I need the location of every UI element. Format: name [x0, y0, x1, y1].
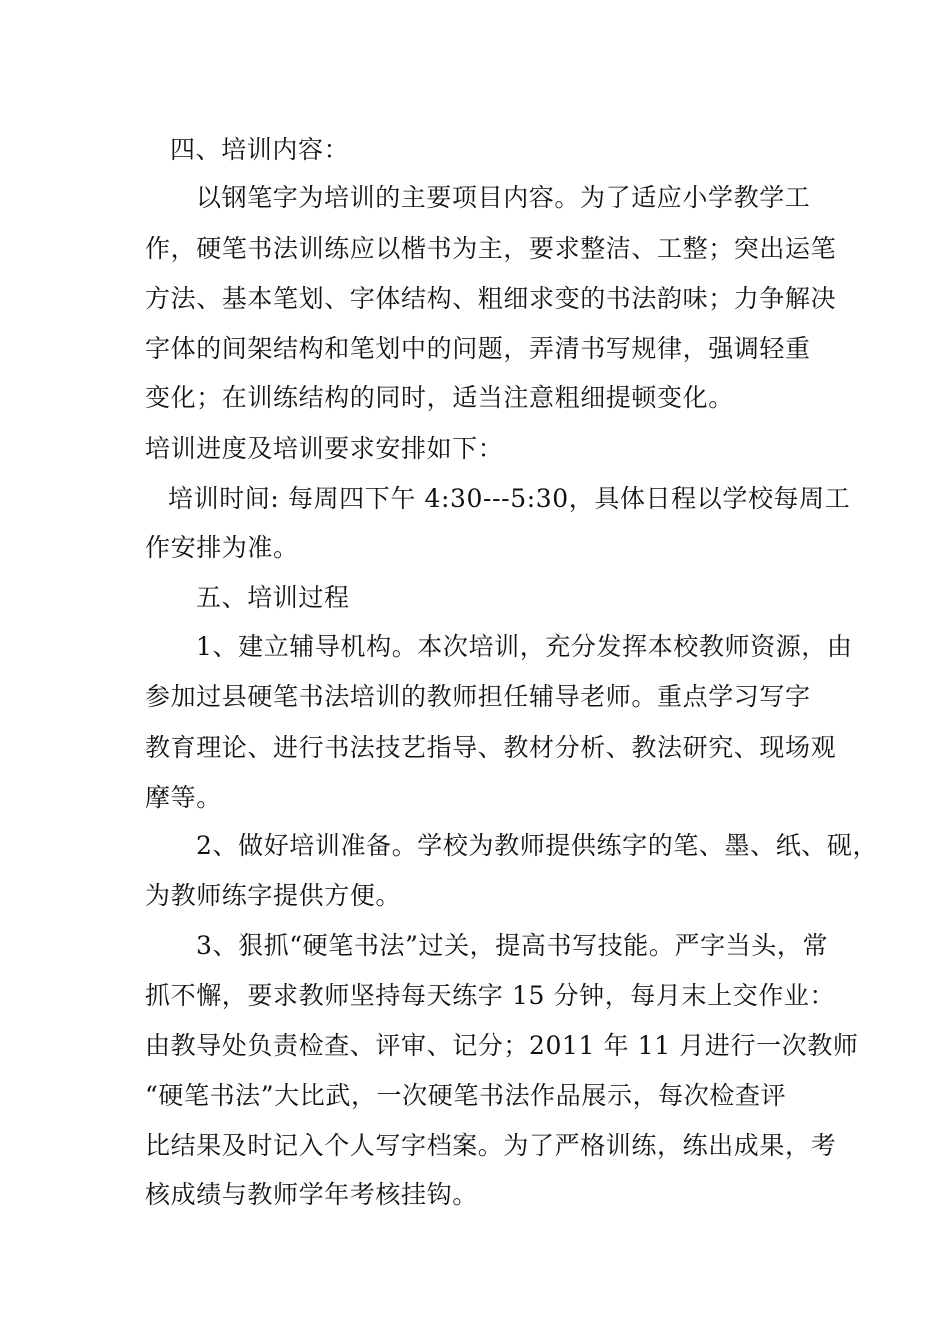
schedule-intro-line: 培训进度及培训要求安排如下： [145, 434, 504, 463]
paragraph-line: 以钢笔字为培训的主要项目内容。为了适应小学教学工 [196, 183, 811, 212]
paragraph-line: 教育理论、进行书法技艺指导、教材分析、教法研究、现场观 [145, 733, 837, 762]
paragraph-line: 核成绩与教师学年考核挂钩。 [145, 1180, 478, 1209]
training-time-line: 培训时间: 每周四下午 4:30---5:30，具体日程以学校每周工 [168, 484, 851, 513]
training-time-line: 作安排为准。 [145, 533, 299, 562]
paragraph-line: 为教师练字提供方便。 [145, 881, 402, 910]
paragraph-line: 方法、基本笔划、字体结构、粗细求变的书法韵味；力争解决 [145, 284, 837, 313]
paragraph-line: 1、建立辅导机构。本次培训，充分发挥本校教师资源，由 [196, 632, 853, 661]
paragraph-line: 抓不懈，要求教师坚持每天练字 15 分钟，每月末上交作业： [145, 981, 836, 1010]
paragraph-line: 变化；在训练结构的同时，适当注意粗细提顿变化。 [145, 383, 734, 412]
paragraph-line: 字体的间架结构和笔划中的问题，弄清书写规律，强调轻重 [145, 334, 811, 363]
paragraph-line: 比结果及时记入个人写字档案。为了严格训练，练出成果，考 [145, 1131, 837, 1160]
paragraph-line: 参加过县硬笔书法培训的教师担任辅导老师。重点学习写字 [145, 682, 811, 711]
section-heading-4: 四、培训内容： [170, 135, 350, 164]
paragraph-line: 摩等。 [145, 783, 222, 812]
paragraph-line: 由教导处负责检查、评审、记分；2011 年 11 月进行一次教师 [145, 1031, 859, 1060]
paragraph-line: 3、狠抓“硬笔书法”过关，提高书写技能。严字当头，常 [196, 931, 829, 960]
paragraph-line: 2、做好培训准备。学校为教师提供练字的笔、墨、纸、砚， [196, 831, 879, 860]
paragraph-line: “硬笔书法”大比武，一次硬笔书法作品展示，每次检查评 [145, 1081, 787, 1110]
section-heading-5: 五、培训过程 [196, 583, 350, 612]
paragraph-line: 作，硬笔书法训练应以楷书为主，要求整洁、工整；突出运笔 [145, 234, 837, 263]
